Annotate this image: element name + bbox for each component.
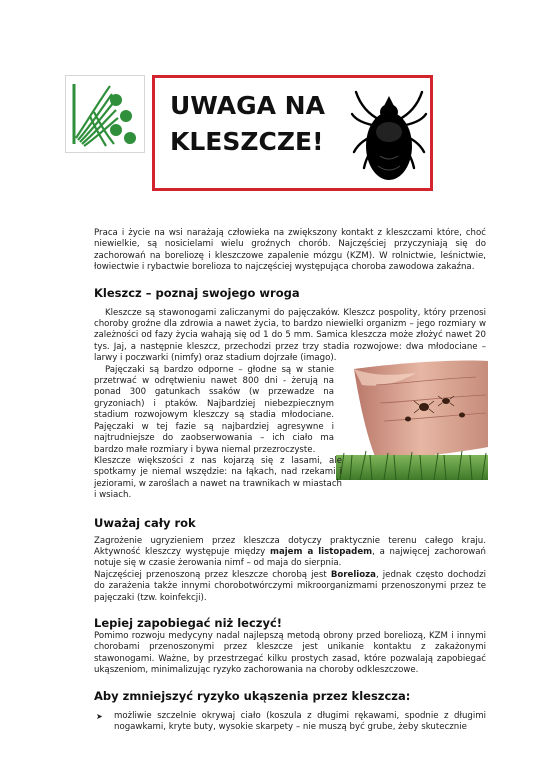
all-year-bold-months: majem a listopadem	[269, 546, 373, 557]
enemy-paragraph-1: Kleszcze są stawonogami zaliczanymi do pajęczaków. Kleszcz pospolity, który przenosi choroby groźne dla zdrowia a nawet życia, to bardzo niewielki organizm – jego rozmiary w zależności od fazy życia wahają się od 1 do 5 mm. Samica kleszcza może złożyć nawet 20 tys. Jaj, a następnie kleszcz, przechodzi przez trzy stadia rozwojowe: dwa młodociane – larwy i poczwarki (nimfy) oraz stadium dojrzałe (imago).	[94, 307, 486, 364]
krus-logo	[65, 75, 145, 153]
all-year-paragraph-1	[94, 536, 486, 570]
all-year-paragraph-2	[94, 570, 486, 604]
banner-title	[170, 88, 325, 160]
section-enemy	[94, 308, 486, 502]
arrow-bullet-icon: ➤	[96, 711, 103, 721]
enemy-paragraph-2: Pajęczaki są bardzo odporne – głodne są w stanie przetrwać w odrętwieniu nawet 800 dni - żerują na ponad 300 gatunkach ssaków (w przewadze na gryzoniach) i ptaków. Najbardziej niebezpiecznym stadium rozwojowym kleszczy są stadia młodociane. Pajęczaki w tej fazie są najbardziej agresywne i najtrudniejsze do zaobserwowania – ich ciało ma bardzo małe rozmiary i bywa niemal przezroczyste.	[94, 364, 334, 455]
all-year-text-2a: Najczęściej przenoszoną przez kleszcze chorobą jest	[94, 569, 331, 580]
warning-banner	[152, 75, 433, 191]
section-heading-enemy: Kleszcz – poznaj swojego wroga	[94, 285, 300, 300]
section-heading-all-year: Uważaj cały rok	[94, 515, 196, 530]
section-heading-prevention: Lepiej zapobiegać niż leczyć!	[94, 615, 283, 630]
document-body	[94, 228, 486, 733]
section-heading-reduce-risk: Aby zmniejszyć ryzyko ukąszenia przez kleszcza:	[94, 688, 411, 703]
all-year-text-1c: , a najwięcej zachorowań notuje się w czasie żerowania nimf – od maja do sierpnia.	[94, 546, 487, 569]
enemy-paragraph-3: Kleszcze większości z nas kojarzą się z lasami, ale spotkamy je niemal wszędzie: na łąkach, nad rzekami i jeziorami, w zaroślach a nawet na trawnikach w miastach i wsiach.	[94, 455, 342, 501]
all-year-text-1a: Zagrożenie ugryzieniem przez kleszcza dotyczy praktycznie terenu całego kraju. Aktywność kleszczy występuje między	[94, 535, 486, 557]
prevention-paragraph: Pomimo rozwoju medycyny nadal najlepszą metodą obrony przed boreliozą, KZM i innymi chorobami przenoszonymi przez kleszcze jest unikanie kontaktu z zakażonymi stawonogami. Ważne, by przestrzegać kilku prostych zasad, które pozwalają zapobiegać ukąszeniom, minimalizując ryzyko zachorowania na choroby odkleszczowe.	[94, 630, 486, 676]
intro-paragraph: Praca i życie na wsi narażają człowieka na zwiększony kontakt z kleszczami które, choć niewielkie, są nosicielami wielu groźnych chorób. Najczęściej przyczyniają się do zachorowań na boreliozę i kleszczowe zapalenie mózgu (KZM). W rolnictwie, leśnictwie, łowiectwie i rybactwie borelioza to najczęściej występująca choroba zawodowa zakaźna.	[94, 228, 486, 273]
list-item	[94, 711, 486, 734]
tick-icon	[350, 84, 428, 186]
banner-line-1: UWAGA NA	[170, 91, 325, 120]
banner-line-2: KLESZCZE!	[170, 127, 324, 156]
bullet-text: możliwie szczelnie okrywaj ciało (koszula z długimi rękawami, spodnie z długimi nogawkami, kryte buty, wysokie skarpety – nie muszą być grube, żeby skutecznie	[114, 710, 486, 732]
all-year-text-2c: , jednak często dochodzi do zarażenia także innymi chorobotwórczymi mikroorganizmami przenoszonymi przez te pajęczaki (tzw. koinfekcji).	[94, 569, 486, 603]
all-year-bold-borelioza: Borelioza	[330, 569, 376, 580]
